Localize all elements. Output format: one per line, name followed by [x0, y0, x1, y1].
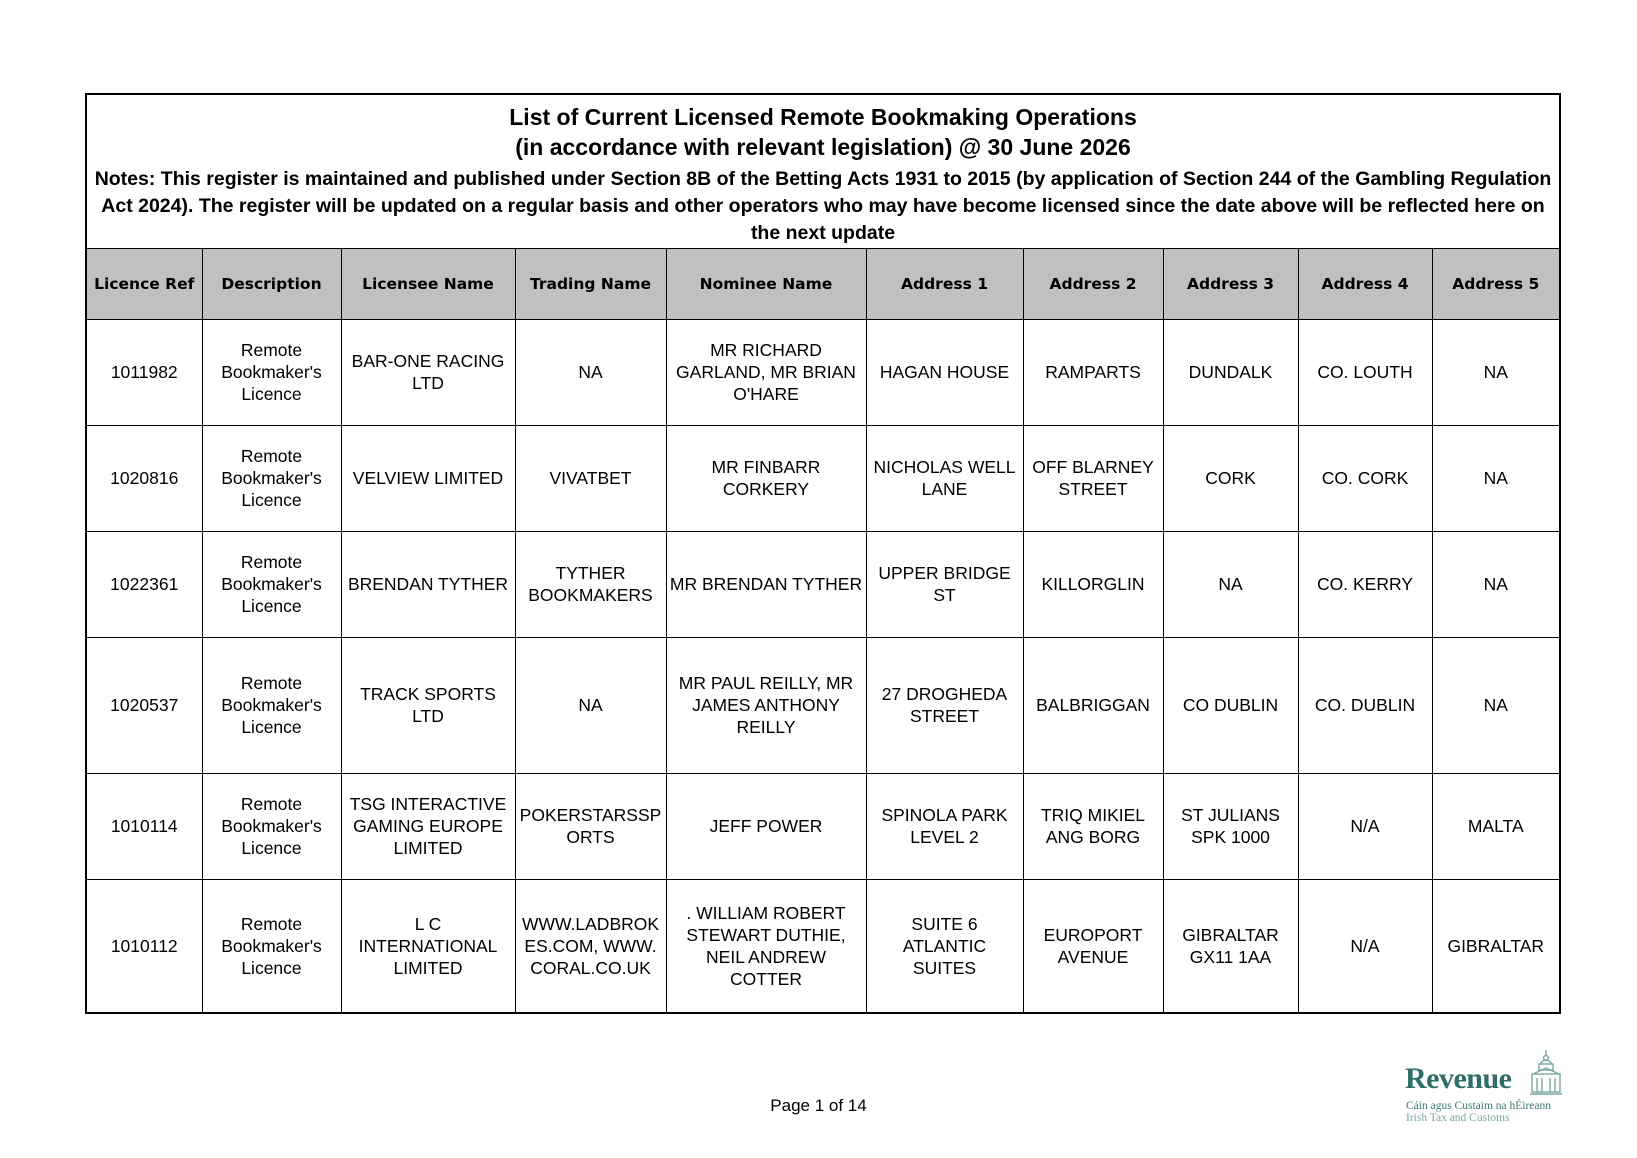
- table-cell: TYTHER BOOKMAKERS: [515, 531, 666, 637]
- table-cell: WWW.LADBROKES.COM, WWW.CORAL.CO.UK: [515, 879, 666, 1012]
- table-cell: N/A: [1298, 773, 1432, 879]
- table-cell: BAR-ONE RACING LTD: [341, 319, 515, 425]
- table-cell: MR RICHARD GARLAND, MR BRIAN O'HARE: [666, 319, 866, 425]
- table-cell: CO. KERRY: [1298, 531, 1432, 637]
- page-title: List of Current Licensed Remote Bookmaking Operations: [509, 104, 1137, 130]
- table-cell: NICHOLAS WELL LANE: [866, 425, 1023, 531]
- table-cell: TSG INTERACTIVE GAMING EUROPE LIMITED: [341, 773, 515, 879]
- table-cell: MR BRENDAN TYTHER: [666, 531, 866, 637]
- register-heading: [87, 95, 1559, 249]
- table-cell: POKERSTARSSPORTS: [515, 773, 666, 879]
- table-cell: CORK: [1163, 425, 1298, 531]
- column-header: Address 2: [1023, 249, 1163, 319]
- table-cell: 1010112: [87, 879, 202, 1012]
- column-header: Licence Ref: [87, 249, 202, 319]
- table-cell: HAGAN HOUSE: [866, 319, 1023, 425]
- table-header-row: [87, 249, 1559, 319]
- table-cell: SUITE 6 ATLANTIC SUITES: [866, 879, 1023, 1012]
- table-cell: CO. LOUTH: [1298, 319, 1432, 425]
- table-cell: CO. CORK: [1298, 425, 1432, 531]
- column-header: Address 3: [1163, 249, 1298, 319]
- table-cell: Remote Bookmaker's Licence: [202, 879, 341, 1012]
- revenue-logo: [1405, 1048, 1565, 1124]
- column-header: Address 1: [866, 249, 1023, 319]
- table-cell: 1011982: [87, 319, 202, 425]
- table-cell: ST JULIANS SPK 1000: [1163, 773, 1298, 879]
- table-cell: NA: [1432, 319, 1559, 425]
- table-cell: 1010114: [87, 773, 202, 879]
- table-cell: MR PAUL REILLY, MR JAMES ANTHONY REILLY: [666, 637, 866, 773]
- register-frame: [85, 93, 1561, 1014]
- table-cell: NA: [515, 319, 666, 425]
- table-cell: 1022361: [87, 531, 202, 637]
- table-cell: NA: [1432, 425, 1559, 531]
- table-row: [87, 425, 1559, 531]
- table-cell: MALTA: [1432, 773, 1559, 879]
- table-cell: L C INTERNATIONAL LIMITED: [341, 879, 515, 1012]
- logo-tagline-english: Irish Tax and Customs: [1406, 1112, 1510, 1124]
- table-cell: EUROPORT AVENUE: [1023, 879, 1163, 1012]
- table-cell: TRIQ MIKIEL ANG BORG: [1023, 773, 1163, 879]
- table-cell: VIVATBET: [515, 425, 666, 531]
- table-cell: 27 DROGHEDA STREET: [866, 637, 1023, 773]
- table-cell: NA: [515, 637, 666, 773]
- table-cell: JEFF POWER: [666, 773, 866, 879]
- table-cell: CO DUBLIN: [1163, 637, 1298, 773]
- table-row: [87, 773, 1559, 879]
- logo-tagline-irish: Cáin agus Custaim na hÉireann: [1406, 1100, 1551, 1112]
- licence-table: [87, 249, 1559, 1012]
- table-cell: NA: [1432, 531, 1559, 637]
- table-cell: RAMPARTS: [1023, 319, 1163, 425]
- table-cell: NA: [1432, 637, 1559, 773]
- table-cell: BALBRIGGAN: [1023, 637, 1163, 773]
- table-cell: UPPER BRIDGE ST: [866, 531, 1023, 637]
- table-row: [87, 319, 1559, 425]
- table-row: [87, 637, 1559, 773]
- table-cell: SPINOLA PARK LEVEL 2: [866, 773, 1023, 879]
- table-row: [87, 531, 1559, 637]
- custom-house-icon: [1529, 1048, 1563, 1096]
- table-cell: . WILLIAM ROBERT STEWART DUTHIE, NEIL ANDREW COTTER: [666, 879, 866, 1012]
- table-cell: Remote Bookmaker's Licence: [202, 773, 341, 879]
- page-subtitle: (in accordance with relevant legislation) @ 30 June 2026: [515, 134, 1131, 160]
- table-row: [87, 879, 1559, 1012]
- table-cell: Remote Bookmaker's Licence: [202, 531, 341, 637]
- table-cell: GIBRALTAR: [1432, 879, 1559, 1012]
- column-header: Trading Name: [515, 249, 666, 319]
- column-header: Address 4: [1298, 249, 1432, 319]
- table-cell: CO. DUBLIN: [1298, 637, 1432, 773]
- column-header: Description: [202, 249, 341, 319]
- table-cell: BRENDAN TYTHER: [341, 531, 515, 637]
- table-cell: 1020816: [87, 425, 202, 531]
- table-cell: Remote Bookmaker's Licence: [202, 319, 341, 425]
- table-cell: MR FINBARR CORKERY: [666, 425, 866, 531]
- table-cell: Remote Bookmaker's Licence: [202, 637, 341, 773]
- column-header: Address 5: [1432, 249, 1559, 319]
- logo-wordmark: Revenue: [1405, 1062, 1512, 1095]
- table-cell: TRACK SPORTS LTD: [341, 637, 515, 773]
- table-cell: DUNDALK: [1163, 319, 1298, 425]
- table-cell: N/A: [1298, 879, 1432, 1012]
- column-header: Nominee Name: [666, 249, 866, 319]
- register-notes: Notes: This register is maintained and published under Section 8B of the Betting Acts 1931 to 2015 (by application of Section 244 of the Gambling Regulation Act 2024). The register will be updated on a regular basis and other operators who may have become licensed since the date above will be reflected here on the next update: [94, 168, 1552, 244]
- table-cell: Remote Bookmaker's Licence: [202, 425, 341, 531]
- table-cell: NA: [1163, 531, 1298, 637]
- column-header: Licensee Name: [341, 249, 515, 319]
- table-cell: GIBRALTAR GX11 1AA: [1163, 879, 1298, 1012]
- page-number: Page 1 of 14: [770, 1096, 867, 1115]
- table-cell: OFF BLARNEY STREET: [1023, 425, 1163, 531]
- table-cell: 1020537: [87, 637, 202, 773]
- table-cell: VELVIEW LIMITED: [341, 425, 515, 531]
- table-cell: KILLORGLIN: [1023, 531, 1163, 637]
